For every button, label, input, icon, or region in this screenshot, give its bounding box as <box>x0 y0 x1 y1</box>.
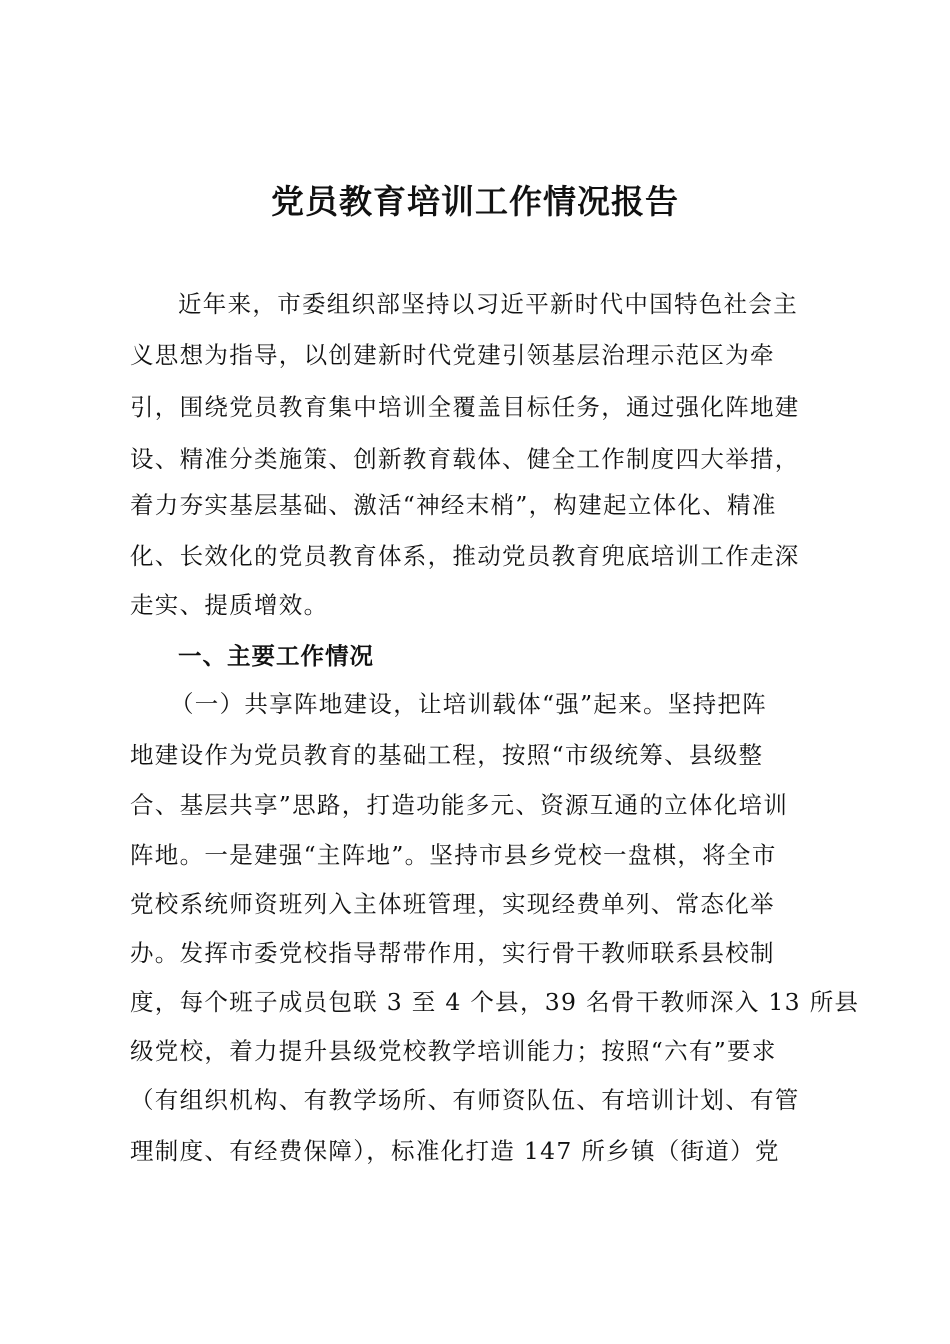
section1-line-5: 党校系统师资班列入主体班管理，实现经费单列、常态化举 <box>130 890 775 918</box>
intro-line-1: 近年来，市委组织部坚持以习近平新时代中国特色社会主 <box>178 290 798 318</box>
section1-line-7: 度，每个班子成员包联 3 至 4 个县，39 名骨干教师深入 13 所县 <box>130 988 860 1016</box>
intro-line-6: 化、长效化的党员教育体系，推动党员教育兜底培训工作走深 <box>130 542 800 570</box>
section1-line-6: 办。发挥市委党校指导帮带作用，实行骨干教师联系县校制 <box>130 939 775 967</box>
section1-line-1: （一）共享阵地建设，让培训载体“强”起来。坚持把阵 <box>170 690 768 718</box>
section1-line-3: 合、基层共享”思路，打造功能多元、资源互通的立体化培训 <box>130 791 789 819</box>
section1-line-10: 理制度、有经费保障），标准化打造 147 所乡镇（街道）党 <box>130 1137 780 1165</box>
intro-line-2: 义思想为指导，以创建新时代党建引领基层治理示范区为牵 <box>130 341 775 369</box>
intro-line-3: 引，围绕党员教育集中培训全覆盖目标任务，通过强化阵地建 <box>130 393 800 421</box>
section1-line-9: （有组织机构、有教学场所、有师资队伍、有培训计划、有管 <box>130 1086 800 1114</box>
intro-line-4: 设、精准分类施策、创新教育载体、健全工作制度四大举措， <box>130 445 800 473</box>
section1-line-2: 地建设作为党员教育的基础工程，按照“市级统筹、县级整 <box>130 741 764 769</box>
section1-line-8: 级党校，着力提升县级党校教学培训能力；按照“六有”要求 <box>130 1037 777 1065</box>
section-heading: 一、主要工作情况 <box>178 642 374 670</box>
intro-line-7: 走实、提质增效。 <box>130 591 329 619</box>
document-title: 党员教育培训工作情况报告 <box>271 182 679 221</box>
intro-line-5: 着力夯实基层基础、激活“神经末梢”，构建起立体化、精准 <box>130 491 777 519</box>
section1-line-4: 阵地。一是建强“主阵地”。坚持市县乡党校一盘棋，将全市 <box>130 841 777 869</box>
